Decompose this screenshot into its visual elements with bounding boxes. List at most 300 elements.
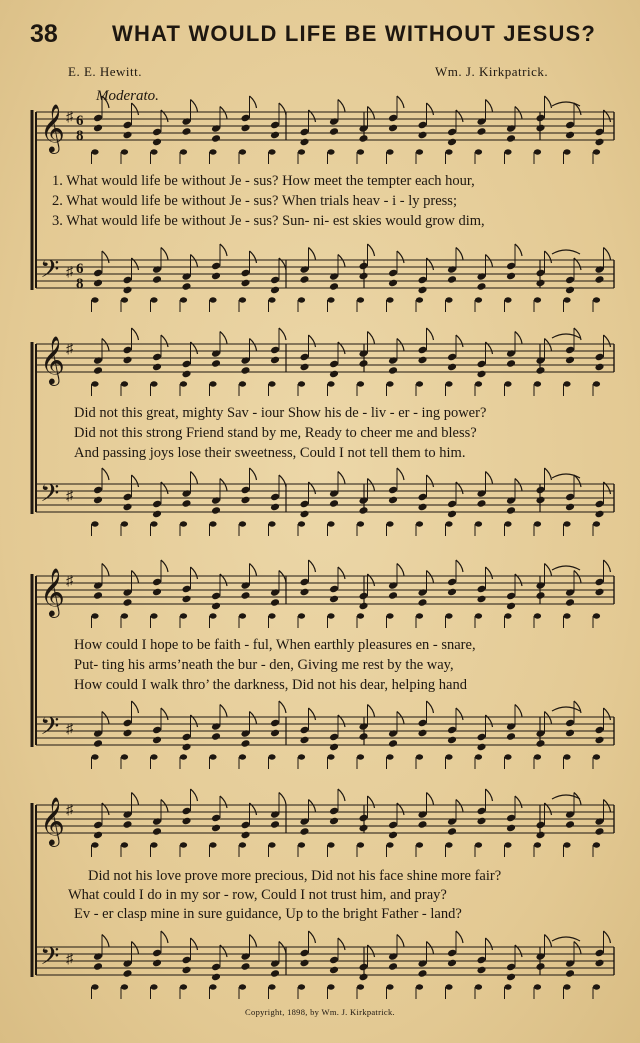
note-flag [279, 328, 286, 340]
note-head [211, 973, 221, 982]
note-head [475, 984, 482, 989]
note-head [150, 297, 157, 302]
note-head [535, 279, 545, 288]
note-head [357, 842, 364, 847]
lyric-line: Did not his love prove more precious, Did not his face shine more fair? [88, 868, 502, 884]
note-flag [161, 708, 168, 720]
note-flag [250, 935, 257, 947]
note-flag [486, 100, 493, 112]
note-head [594, 588, 604, 597]
note-flag [397, 564, 404, 576]
note-head [209, 297, 216, 302]
note-head [357, 613, 364, 618]
note-head [565, 503, 575, 512]
lyric-line: Put- ting his arms’neath the bur - den, Giving me rest by the way, [74, 657, 454, 673]
note-head [329, 595, 339, 604]
note-head [209, 381, 216, 386]
note-head [506, 732, 516, 741]
note-head [593, 613, 600, 618]
note-flag [279, 475, 286, 487]
note-head [327, 381, 334, 386]
sharp-key-icon: ♯ [66, 265, 73, 280]
note-head [239, 521, 246, 526]
note-head [270, 969, 280, 978]
note-head [327, 842, 334, 847]
note-head [417, 820, 427, 829]
note-head [268, 842, 275, 847]
note-head [504, 381, 511, 386]
note-head [122, 356, 132, 365]
note-flag [456, 335, 463, 347]
lyric-line: Did not this strong Friend stand by me, Ready to cheer me and bless? [74, 425, 477, 441]
note-head [93, 739, 103, 748]
lyric-line: What could I do in my sor - row, Could I not trust him, and pray? [68, 887, 447, 903]
note-head [298, 754, 305, 759]
note-head [357, 149, 364, 154]
note-head [180, 613, 187, 618]
note-head [91, 842, 98, 847]
note-head [565, 820, 575, 829]
note-head [270, 598, 280, 607]
note-head [152, 827, 162, 836]
note-head [445, 613, 452, 618]
note-head [181, 370, 191, 379]
note-head [417, 503, 427, 512]
note-head [388, 496, 398, 505]
note-head [91, 297, 98, 302]
note-head [327, 613, 334, 618]
note-head [327, 149, 334, 154]
note-flag [604, 708, 611, 720]
note-head [358, 732, 368, 741]
note-head [504, 297, 511, 302]
note-head [388, 124, 398, 133]
note-flag [604, 560, 611, 572]
note-head [476, 282, 486, 291]
note-head [299, 138, 309, 147]
note-head [180, 984, 187, 989]
note-flag [368, 332, 375, 344]
note-head [122, 598, 132, 607]
note-head [563, 297, 570, 302]
note-head [298, 842, 305, 847]
sharp-key-icon: ♯ [66, 110, 73, 125]
note-head [121, 297, 128, 302]
note-flag [279, 701, 286, 713]
note-head [593, 297, 600, 302]
note-flag [545, 935, 552, 947]
note-head [386, 381, 393, 386]
note-head [416, 613, 423, 618]
note-head [181, 817, 191, 826]
note-head [447, 736, 457, 745]
note-head [386, 613, 393, 618]
time-signature-icon: 8 [76, 128, 84, 144]
note-head [298, 149, 305, 154]
note-head [239, 842, 246, 847]
note-head [534, 297, 541, 302]
fermata-icon [552, 937, 580, 941]
note-head [152, 275, 162, 284]
note-head [211, 732, 221, 741]
note-flag [220, 244, 227, 256]
note-head [417, 356, 427, 365]
note-head [357, 381, 364, 386]
note-head [563, 984, 570, 989]
note-head [270, 356, 280, 365]
note-head [122, 969, 132, 978]
note-flag [545, 96, 552, 108]
note-flag [515, 796, 522, 808]
note-head [565, 969, 575, 978]
note-head [329, 966, 339, 975]
note-head [475, 613, 482, 618]
note-flag [250, 564, 257, 576]
note-head [327, 984, 334, 989]
note-flag [102, 251, 109, 263]
note-head [476, 127, 486, 136]
note-head [445, 149, 452, 154]
note-head [150, 754, 157, 759]
note-head [181, 282, 191, 291]
note-flag [486, 472, 493, 484]
note-head [121, 521, 128, 526]
note-head [268, 381, 275, 386]
note-head [416, 149, 423, 154]
fermata-icon [552, 250, 580, 254]
note-head [506, 134, 516, 143]
note-head [504, 521, 511, 526]
note-head [357, 297, 364, 302]
lyricist-credit: E. E. Hewitt. [68, 64, 143, 79]
note-flag [132, 475, 139, 487]
note-flag [132, 328, 139, 340]
note-flag [102, 468, 109, 480]
note-head [504, 149, 511, 154]
sharp-key-icon: ♯ [66, 342, 73, 357]
note-flag [515, 244, 522, 256]
note-head [534, 754, 541, 759]
note-head [211, 134, 221, 143]
note-head [268, 521, 275, 526]
note-head [270, 729, 280, 738]
note-head [357, 754, 364, 759]
note-head [594, 510, 604, 519]
note-flag [456, 931, 463, 943]
note-flag [545, 468, 552, 480]
note-head [593, 381, 600, 386]
note-head [593, 984, 600, 989]
note-head [152, 138, 162, 147]
note-flag [220, 796, 227, 808]
note-flag [397, 251, 404, 263]
note-flag [191, 789, 198, 801]
note-head [358, 359, 368, 368]
note-flag [427, 103, 434, 115]
sharp-key-icon: ♯ [66, 803, 73, 818]
note-head [358, 824, 368, 833]
note-head [211, 272, 221, 281]
note-head [298, 381, 305, 386]
note-head [594, 275, 604, 284]
note-head [270, 131, 280, 140]
note-head [388, 591, 398, 600]
note-flag [279, 793, 286, 805]
copyright-notice: Copyright, 1898, by Wm. J. Kirkpatrick. [245, 1007, 395, 1017]
note-head [299, 588, 309, 597]
note-head [299, 363, 309, 372]
note-flag [191, 472, 198, 484]
note-head [122, 131, 132, 140]
lyric-line: And passing joys lose their sweetness, Could I not tell them to him. [74, 445, 466, 461]
note-head [476, 966, 486, 975]
note-head [122, 729, 132, 738]
note-head [240, 831, 250, 840]
note-flag [191, 567, 198, 579]
note-flag [368, 244, 375, 256]
bass-clef-icon: 𝄢 [40, 479, 60, 514]
note-flag [427, 701, 434, 713]
tempo-marking: Moderato. [96, 88, 159, 104]
note-head [593, 149, 600, 154]
note-flag [486, 789, 493, 801]
note-head [506, 602, 516, 611]
treble-clef-icon: 𝄞 [40, 567, 65, 616]
note-flag [309, 708, 316, 720]
note-head [386, 149, 393, 154]
note-flag [132, 793, 139, 805]
note-head [93, 496, 103, 505]
sharp-key-icon: ♯ [66, 952, 73, 967]
note-head [534, 842, 541, 847]
note-head [152, 588, 162, 597]
note-head [593, 521, 600, 526]
note-head [563, 521, 570, 526]
note-head [268, 297, 275, 302]
note-head [298, 984, 305, 989]
bass-clef-icon: 𝄢 [40, 712, 60, 747]
time-signature-icon: 6 [76, 261, 84, 277]
note-flag [250, 468, 257, 480]
note-head [180, 149, 187, 154]
note-head [122, 503, 132, 512]
note-head [358, 602, 368, 611]
note-flag [604, 335, 611, 347]
hymn-title: WHAT WOULD LIFE BE WITHOUT JESUS? [112, 21, 597, 46]
note-head [209, 754, 216, 759]
note-head [327, 521, 334, 526]
note-head [152, 959, 162, 968]
note-head [239, 297, 246, 302]
note-head [329, 817, 339, 826]
note-head [181, 499, 191, 508]
note-head [181, 743, 191, 752]
note-head [240, 962, 250, 971]
note-head [121, 984, 128, 989]
note-head [91, 984, 98, 989]
note-head [358, 506, 368, 515]
note-head [268, 149, 275, 154]
note-head [476, 817, 486, 826]
note-head [209, 521, 216, 526]
note-head [445, 297, 452, 302]
lyric-line: 1. What would life be without Je - sus? How meet the tempter each hour, [52, 173, 475, 189]
note-head [299, 959, 309, 968]
note-head [416, 842, 423, 847]
note-flag [604, 931, 611, 943]
note-head [91, 149, 98, 154]
note-head [535, 366, 545, 375]
note-head [445, 521, 452, 526]
note-head [563, 149, 570, 154]
bass-clef-icon: 𝄢 [40, 255, 60, 290]
note-head [91, 521, 98, 526]
note-head [150, 613, 157, 618]
note-head [91, 381, 98, 386]
note-head [121, 149, 128, 154]
note-head [298, 297, 305, 302]
note-head [416, 754, 423, 759]
note-head [535, 496, 545, 505]
note-flag [397, 935, 404, 947]
treble-clef-icon: 𝄞 [40, 103, 65, 152]
note-head [358, 973, 368, 982]
note-head [535, 962, 545, 971]
note-head [506, 506, 516, 515]
note-head [209, 984, 216, 989]
note-flag [397, 468, 404, 480]
note-head [181, 127, 191, 136]
note-head [565, 131, 575, 140]
note-head [504, 984, 511, 989]
note-head [180, 381, 187, 386]
note-head [121, 381, 128, 386]
page-number: 38 [30, 20, 58, 48]
note-head [122, 286, 132, 295]
note-flag [515, 332, 522, 344]
note-flag [427, 475, 434, 487]
bass-clef-icon: 𝄢 [40, 942, 60, 977]
note-flag [338, 567, 345, 579]
note-flag [132, 701, 139, 713]
note-head [239, 754, 246, 759]
note-head [240, 739, 250, 748]
note-head [417, 969, 427, 978]
note-head [506, 272, 516, 281]
note-head [475, 149, 482, 154]
note-flag [102, 564, 109, 576]
note-head [476, 370, 486, 379]
note-flag [102, 935, 109, 947]
note-flag [191, 938, 198, 950]
note-flag [545, 251, 552, 263]
note-head [416, 521, 423, 526]
note-head [534, 613, 541, 618]
note-flag [220, 705, 227, 717]
note-head [504, 842, 511, 847]
note-head [417, 598, 427, 607]
note-head [270, 503, 280, 512]
note-head [445, 984, 452, 989]
note-head [386, 521, 393, 526]
note-head [447, 827, 457, 836]
note-head [240, 124, 250, 133]
lyric-line: 3. What would life be without Je - sus? Sun- ni- est skies would grow dim, [52, 213, 485, 229]
note-head [476, 595, 486, 604]
note-head [150, 842, 157, 847]
note-flag [161, 931, 168, 943]
note-head [535, 739, 545, 748]
note-head [240, 279, 250, 288]
note-flag [338, 789, 345, 801]
note-head [388, 279, 398, 288]
note-head [417, 131, 427, 140]
note-head [327, 297, 334, 302]
note-head [93, 591, 103, 600]
note-head [240, 366, 250, 375]
note-head [329, 743, 339, 752]
note-flag [456, 248, 463, 260]
note-flag [338, 938, 345, 950]
note-head [535, 124, 545, 133]
note-flag [250, 251, 257, 263]
note-head [417, 286, 427, 295]
note-head [594, 363, 604, 372]
note-head [386, 842, 393, 847]
note-flag [132, 103, 139, 115]
note-head [504, 754, 511, 759]
note-head [329, 282, 339, 291]
note-head [476, 743, 486, 752]
note-head [565, 598, 575, 607]
note-head [506, 824, 516, 833]
note-flag [545, 564, 552, 576]
note-head [299, 736, 309, 745]
note-head [475, 521, 482, 526]
note-head [152, 510, 162, 519]
note-head [93, 366, 103, 375]
note-flag [368, 705, 375, 717]
note-head [475, 754, 482, 759]
note-head [329, 370, 339, 379]
note-head [594, 827, 604, 836]
time-signature-icon: 8 [76, 276, 84, 292]
note-flag [102, 96, 109, 108]
note-flag [574, 701, 581, 713]
note-head [563, 381, 570, 386]
note-head [416, 381, 423, 386]
note-head [270, 286, 280, 295]
note-flag [309, 931, 316, 943]
note-head [209, 149, 216, 154]
note-head [563, 613, 570, 618]
note-head [388, 366, 398, 375]
note-head [386, 297, 393, 302]
note-head [181, 966, 191, 975]
lyric-line: How could I walk thro’ the darkness, Did not his dear, helping hand [74, 677, 467, 693]
treble-clef-icon: 𝄞 [40, 335, 65, 384]
note-head [535, 591, 545, 600]
note-flag [397, 96, 404, 108]
note-head [416, 297, 423, 302]
note-head [329, 499, 339, 508]
note-head [565, 286, 575, 295]
note-head [504, 613, 511, 618]
note-flag [368, 796, 375, 808]
note-head [93, 124, 103, 133]
note-head [93, 279, 103, 288]
note-head [270, 820, 280, 829]
